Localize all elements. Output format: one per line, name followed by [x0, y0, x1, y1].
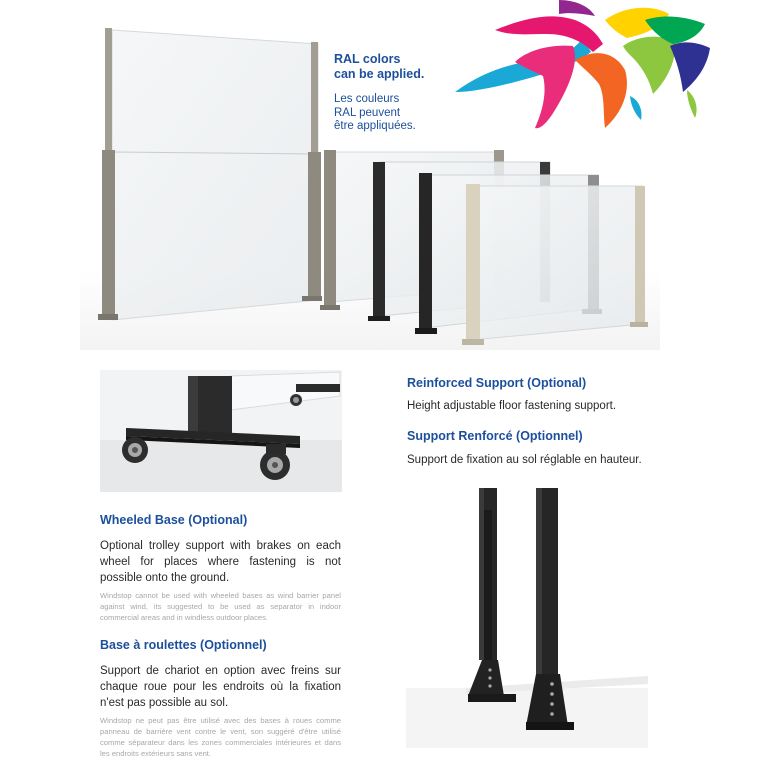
- wheeled-base-photo: [100, 370, 342, 492]
- ral-title-fr-line1: Les couleurs: [334, 93, 400, 105]
- paint-splash-image: [455, 0, 710, 140]
- ral-colors-note: [334, 52, 464, 134]
- wheeled-base-section: [100, 512, 341, 759]
- reinforced-text-en: Height adjustable floor fastening support.: [407, 400, 617, 412]
- wheeled-note-fr: Windstop ne peut pas être utilisé avec des bases à roues comme panneau de barrière vent contre le vent, son suggéré d'être utilisé comme séparateur dans les zones commerciales intérieures et dans les endroits extérieurs sans vent.: [100, 716, 341, 758]
- wheeled-text-fr: Support de chariot en option avec freins sur chaque roue pour les endroits où la fixation n'est pas possible au sol.: [100, 665, 341, 709]
- wheeled-note-en: Windstop cannot be used with wheeled bases as wind barrier panel against wind, its suggested to be used as separator in indoor commercial areas and in windless outdoor places.: [100, 591, 341, 622]
- reinforced-support-photo: [406, 488, 648, 748]
- tall-taupe-panel: [98, 28, 322, 320]
- reinforced-heading-en: Reinforced Support (Optional): [407, 376, 587, 390]
- ral-title-fr-line3: être appliquées.: [334, 120, 416, 132]
- ral-title-en-line1: RAL colors: [334, 52, 401, 66]
- beige-panel: [462, 184, 648, 345]
- wheeled-heading-fr: Base à roulettes (Optionnel): [100, 638, 267, 652]
- wheeled-text-en: Optional trolley support with brakes on each wheel for places where fastening is not possible onto the ground.: [100, 540, 341, 584]
- reinforced-support-section: [407, 375, 667, 468]
- wheeled-heading-en: Wheeled Base (Optional): [100, 513, 248, 527]
- reinforced-heading-fr: Support Renforcé (Optionnel): [407, 429, 583, 443]
- ral-title-fr-line2: RAL peuvent: [334, 106, 401, 119]
- ral-title-en-line2: can be applied.: [334, 67, 425, 81]
- reinforced-text-fr: Support de fixation au sol réglable en hauteur.: [407, 454, 642, 466]
